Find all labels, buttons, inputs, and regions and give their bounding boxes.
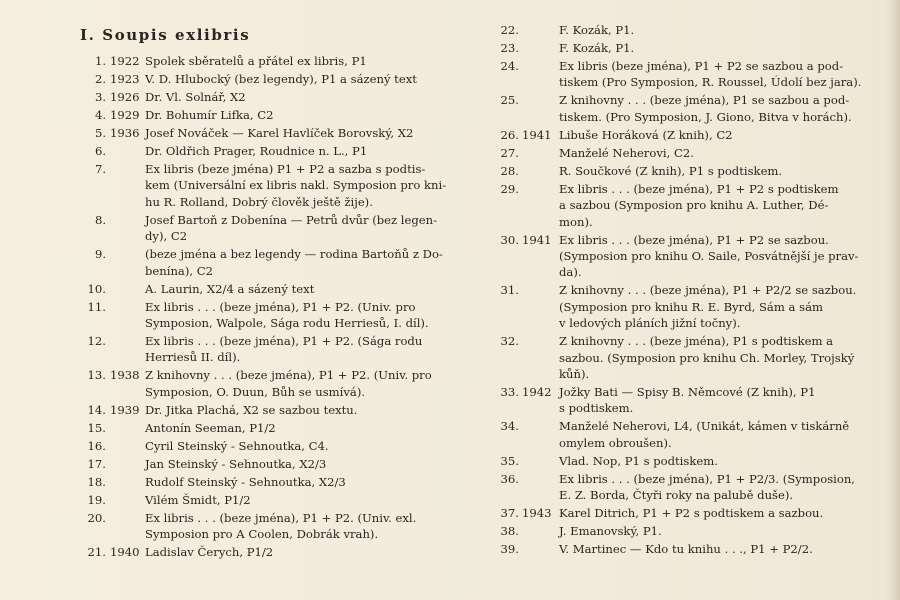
- entry-text-continuation: Symposion pro A Coolen, Dobrák vrah).: [145, 527, 379, 542]
- entry-number: 38.: [500, 524, 519, 539]
- entry-text: Ex libris (beze jména) P1 + P2 a sazba s podtis-: [145, 162, 426, 176]
- entry-text: Josef Bartoň z Dobenína — Petrů dvůr (bez legen-: [145, 212, 438, 227]
- entry-text: Ex libris . . . (beze jména), P1 + P2 s podtiskem: [559, 181, 839, 196]
- page-edge-shadow: [886, 0, 900, 600]
- entry-number: 10.: [87, 281, 106, 296]
- entry-text-continuation: Symposion, Walpole, Sága rodu Herriesů, I. díl).: [145, 316, 429, 330]
- entry-year: 1942: [522, 385, 552, 399]
- entry-number: 6.: [94, 144, 106, 158]
- entry-year: 1941: [522, 127, 552, 142]
- entry-text: Dr. Bohumír Lifka, C2: [145, 108, 274, 122]
- entry-text: J. Emanovský, P1.: [559, 524, 662, 539]
- entry-text: Rudolf Steinský - Sehnoutka, X2/3: [145, 474, 346, 489]
- entry-number: 32.: [500, 334, 519, 349]
- entry-text: Ex libris . . . (beze jména), P1 + P2. (Sága rodu: [145, 334, 423, 348]
- entry-number: 3.: [94, 90, 106, 104]
- entry-year: 1926: [110, 90, 140, 104]
- entry-year: 1936: [110, 126, 140, 140]
- entry-year: 1941: [522, 232, 552, 247]
- entry-text-continuation: mon).: [559, 214, 593, 229]
- entry-text: Manželé Neherovi, C2.: [559, 145, 694, 160]
- entry-number: 16.: [87, 438, 106, 453]
- entry-number: 17.: [87, 456, 106, 471]
- entry-text: Z knihovny . . . (beze jména), P1 + P2/2 se sazbou.: [559, 283, 857, 298]
- entry-year: 1939: [110, 402, 140, 417]
- entry-text: R. Součkové (Z knih), P1 s podtiskem.: [559, 163, 783, 178]
- entry-number: 18.: [87, 474, 106, 489]
- entry-text-continuation: s podtiskem.: [559, 401, 634, 416]
- entry-text: Ex libris . . . (beze jména), P1 + P2/3. (Symposion,: [559, 471, 855, 486]
- entry-text: F. Kozák, P1.: [559, 41, 635, 55]
- entry-number: 5.: [94, 126, 106, 140]
- entry-text-continuation: a sazbou (Symposion pro knihu A. Luther, Dé-: [559, 198, 829, 213]
- entry-text-continuation: dy), C2: [145, 229, 188, 244]
- entry-text: Dr. Oldřich Prager, Roudnice n. L., P1: [145, 144, 368, 158]
- entry-number: 14.: [87, 402, 106, 417]
- entry-text-continuation: kem (Universální ex libris nakl. Symposion pro kni-: [145, 178, 447, 193]
- entry-number: 27.: [500, 145, 519, 160]
- entry-text-continuation: omylem obroušen).: [559, 435, 672, 450]
- entry-text-continuation: hu R. Rolland, Dobrý člověk ještě žije).: [145, 194, 373, 209]
- entry-text-continuation: Herriesů II. díl).: [145, 350, 241, 365]
- entry-text-continuation: tiskem. (Pro Symposion, J. Giono, Bitva v horách).: [559, 109, 852, 124]
- entry-year: 1929: [110, 108, 140, 122]
- entry-text-continuation: kůň).: [559, 367, 590, 381]
- entry-text: Manželé Neherovi, L4, (Unikát, kámen v tiskárně: [559, 419, 850, 434]
- entry-text-continuation: sazbou. (Symposion pro knihu Ch. Morley, Trojský: [559, 350, 855, 365]
- entry-text-continuation: (Symposion pro knihu R. E. Byrd, Sám a sám: [559, 299, 823, 314]
- entry-text: Z knihovny . . . (beze jména), P1 s podtiskem a: [559, 334, 834, 349]
- entry-number: 23.: [500, 41, 519, 55]
- entry-number: 19.: [87, 492, 106, 507]
- entry-text-continuation: (Symposion pro knihu O. Saile, Posvátnější je prav-: [559, 249, 859, 263]
- entry-number: 9.: [94, 247, 106, 262]
- entry-text-continuation: tiskem (Pro Symposion, R. Roussel, Údolí bez jara).: [559, 75, 862, 90]
- entry-number: 36.: [500, 471, 519, 486]
- entry-text: Vlad. Nop, P1 s podtiskem.: [559, 453, 718, 468]
- entry-number: 8.: [94, 212, 106, 227]
- entry-text: Spolek sběratelů a přátel ex libris, P1: [145, 54, 367, 68]
- entry-number: 35.: [500, 453, 519, 468]
- entry-text: V. D. Hlubocký (bez legendy), P1 a sázený text: [145, 72, 417, 86]
- entry-text: Jan Steinský - Sehnoutka, X2/3: [145, 456, 327, 471]
- entry-text: Cyril Steinský - Sehnoutka, C4.: [145, 438, 329, 453]
- entry-text: Z knihovny . . . (beze jména), P1 se sazbou a pod-: [559, 93, 850, 108]
- entry-text: Z knihovny . . . (beze jména), P1 + P2. (Univ. pro: [145, 368, 432, 383]
- entry-text: Ladislav Čerych, P1/2: [145, 545, 274, 560]
- entry-number: 37.: [500, 506, 519, 521]
- entry-number: 20.: [87, 510, 106, 525]
- entry-text-continuation: Symposion, O. Duun, Bůh se usmívá).: [145, 384, 366, 399]
- entry-number: 24.: [500, 59, 519, 73]
- entry-text: F. Kozák, P1.: [559, 23, 635, 37]
- entry-year: 1922: [110, 54, 140, 68]
- entry-number: 39.: [500, 542, 519, 557]
- entry-text-continuation: da).: [559, 265, 582, 280]
- entry-number: 25.: [500, 93, 519, 108]
- entry-text: Dr. Vl. Solnář, X2: [145, 90, 246, 104]
- entry-text: (beze jména a bez legendy — rodina Bartoňů z Do-: [145, 247, 443, 262]
- entry-number: 22.: [500, 23, 519, 37]
- entry-text: Ex libris (beze jména), P1 + P2 se sazbou a pod-: [559, 59, 844, 73]
- entry-number: 15.: [87, 420, 106, 435]
- entry-text-continuation: benína), C2: [145, 263, 213, 278]
- entry-text: Karel Ditrich, P1 + P2 s podtiskem a sazbou.: [559, 506, 824, 521]
- entry-number: 26.: [500, 127, 519, 142]
- entry-text: Ex libris . . . (beze jména), P1 + P2. (Univ. exl.: [145, 510, 417, 525]
- entry-number: 12.: [87, 334, 106, 348]
- section-heading: I. Soupis exlibris: [80, 26, 251, 44]
- entry-number: 29.: [500, 181, 519, 196]
- entry-text: A. Laurin, X2/4 a sázený text: [145, 281, 315, 296]
- entry-number: 21.: [87, 545, 106, 560]
- entry-text: Vilém Šmidt, P1/2: [145, 492, 251, 507]
- entry-year: 1943: [522, 506, 552, 521]
- entry-number: 4.: [94, 108, 106, 122]
- entry-text: Libuše Horáková (Z knih), C2: [559, 127, 733, 142]
- entry-number: 30.: [500, 232, 519, 247]
- entry-number: 7.: [94, 162, 106, 176]
- entry-number: 33.: [500, 385, 519, 399]
- entry-number: 11.: [87, 299, 106, 314]
- entry-number: 2.: [94, 72, 106, 86]
- entry-text-continuation: v ledových pláních jižní točny).: [559, 316, 741, 331]
- entry-year: 1938: [110, 368, 140, 383]
- entry-number: 34.: [500, 419, 519, 434]
- entry-number: 28.: [500, 163, 519, 178]
- entry-text: Antonín Seeman, P1/2: [145, 420, 276, 435]
- entry-text: Josef Nováček — Karel Havlíček Borovský, X2: [145, 126, 414, 140]
- entry-number: 31.: [500, 283, 519, 298]
- entry-number: 13.: [87, 368, 106, 383]
- entry-text: Dr. Jitka Plachá, X2 se sazbou textu.: [145, 402, 358, 417]
- entry-text-continuation: E. Z. Borda, Čtyři roky na palubě duše).: [559, 488, 794, 503]
- entry-text: Ex libris . . . (beze jména), P1 + P2. (Univ. pro: [145, 299, 416, 314]
- entry-number: 1.: [94, 54, 106, 68]
- entry-year: 1923: [110, 72, 140, 86]
- entry-text: Ex libris . . . (beze jména), P1 + P2 se sazbou.: [559, 232, 829, 247]
- entry-text: V. Martinec — Kdo tu knihu . . ., P1 + P2/2.: [559, 542, 813, 557]
- entry-year: 1940: [110, 545, 140, 560]
- entry-text: Jožky Bati — Spisy B. Němcové (Z knih), P1: [559, 385, 816, 399]
